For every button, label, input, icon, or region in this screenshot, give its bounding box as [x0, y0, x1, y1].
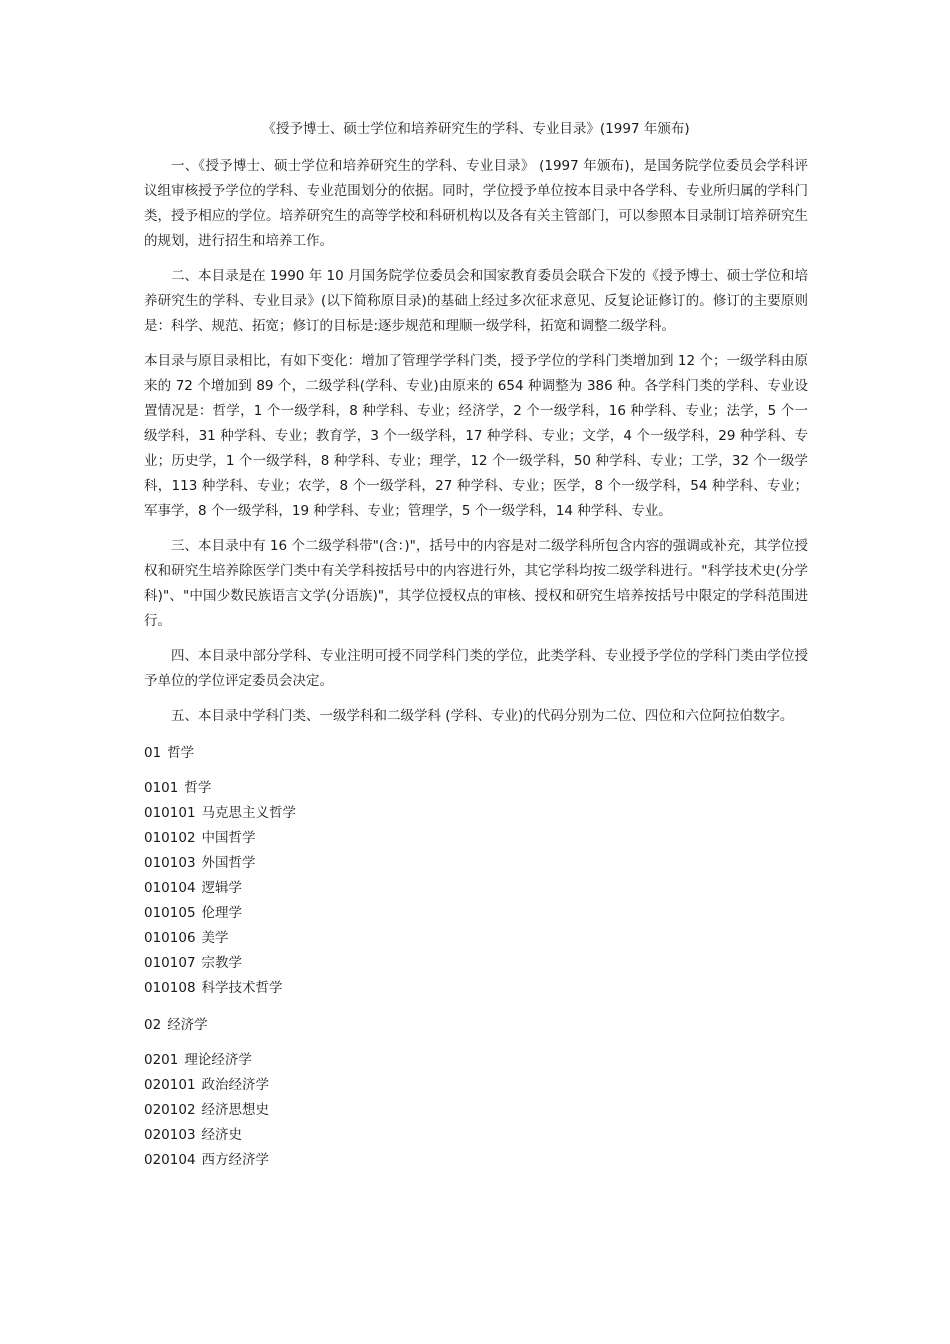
- paragraph-5: 五、本目录中学科门类、一级学科和二级学科 (学科、专业)的代码分别为二位、四位和六位阿拉伯数字。: [171, 708, 794, 724]
- subject-code: 010108: [144, 980, 196, 996]
- paragraph-2: 二、本目录是在 1990 年 10 月国务院学位委员会和国家教育委员会联合下发的《授予博士、硕士学位和培养研究生的学科、专业目录》(以下简称原目录)的基础上经过多次征求意见、反复论证修订的。修订的主要原则是：科学、规范、拓宽；修订的目标是:逐步规范和理顺一级学科，拓宽和调整二级学科。: [144, 268, 808, 334]
- subject-name: 理论经济学: [184, 1052, 252, 1068]
- subject-list: [144, 1048, 808, 1173]
- category-section: [144, 741, 808, 1001]
- paragraph-4: 四、本目录中部分学科、专业注明可授不同学科门类的学位，此类学科、专业授予学位的学科门类由学位授予单位的学位评定委员会决定。: [144, 648, 808, 689]
- subject-code: 010107: [144, 955, 196, 971]
- subject-name: 宗教学: [201, 955, 243, 971]
- document-title: 《授予博士、硕士学位和培养研究生的学科、专业目录》(1997 年颁布): [262, 121, 690, 137]
- subject-code: 0201: [144, 1052, 179, 1068]
- list-item: [144, 801, 808, 826]
- document-page: [144, 118, 808, 1183]
- subject-code: 020104: [144, 1152, 196, 1168]
- list-item: [144, 901, 808, 926]
- subject-list: [144, 776, 808, 1001]
- list-item: [144, 926, 808, 951]
- paragraph-1: 一、《授予博士、硕士学位和培养研究生的学科、专业目录》 (1997 年颁布)，是国务院学位委员会学科评议组审核授予学位的学科、专业范围划分的依据。同时，学位授予单位按本目录中各学科、专业所归属的学科门类，授予相应的学位。培养研究生的高等学校和科研机构以及各有关主管部门，可以参照本目录制订培养研究生的规划，进行招生和培养工作。: [144, 158, 808, 249]
- list-item: [144, 1123, 808, 1148]
- category-heading: [144, 741, 808, 766]
- category-code: 02: [144, 1017, 162, 1033]
- list-item: [144, 1098, 808, 1123]
- subject-name: 经济思想史: [201, 1102, 270, 1118]
- subject-name: 中国哲学: [201, 830, 256, 846]
- subject-name: 西方经济学: [201, 1152, 270, 1168]
- category-heading: [144, 1013, 808, 1038]
- list-item: [144, 776, 808, 801]
- category-section: [144, 1013, 808, 1173]
- subject-code: 0101: [144, 780, 179, 796]
- subject-code: 020102: [144, 1102, 196, 1118]
- list-item: [144, 1073, 808, 1098]
- subject-code: 020103: [144, 1127, 196, 1143]
- subject-name: 伦理学: [201, 905, 243, 921]
- subject-code: 010104: [144, 880, 196, 896]
- subject-name: 哲学: [184, 780, 212, 796]
- subject-name: 马克思主义哲学: [201, 805, 297, 821]
- list-item: [144, 1048, 808, 1073]
- subject-code: 010102: [144, 830, 196, 846]
- subject-name: 美学: [201, 930, 229, 946]
- subject-name: 政治经济学: [201, 1077, 270, 1093]
- category-code: 01: [144, 745, 162, 761]
- category-name: 经济学: [167, 1017, 208, 1033]
- subject-code: 010105: [144, 905, 196, 921]
- category-name: 哲学: [167, 745, 195, 761]
- subject-name: 外国哲学: [201, 855, 256, 871]
- list-item: [144, 1148, 808, 1173]
- paragraph-3: 三、本目录中有 16 个二级学科带"(含：)"，括号中的内容是对二级学科所包含内容的强调或补充，其学位授权和研究生培养除医学门类中有关学科按括号中的内容进行外，其它学科均按二级学科进行。"科学技术史(分学科)"、"中国少数民族语言文学(分语族)"，其学位授权点的审核、授权和研究生培养按括号中限定的学科范围进行。: [144, 538, 808, 629]
- subject-code: 010106: [144, 930, 196, 946]
- subject-name: 科学技术哲学: [201, 980, 283, 996]
- subject-code: 010103: [144, 855, 196, 871]
- list-item: [144, 876, 808, 901]
- list-item: [144, 951, 808, 976]
- list-item: [144, 851, 808, 876]
- paragraph-changes: 本目录与原目录相比，有如下变化：增加了管理学学科门类，授予学位的学科门类增加到 12 个；一级学科由原来的 72 个增加到 89 个，二级学科(学科、专业)由原来的 654 种调整为 386 种。各学科门类的学科、专业设置情况是：哲学，1 个一级学科，8 种学科、专业；经济学，2 个一级学科，16 种学科、专业；法学，5 个一级学科，31 种学科、专业；教育学，3 个一级学科，17 种学科、专业；文学，4 个一级学科，29 种学科、专业；历史学，1 个一级学科，8 种学科、专业；理学，12 个一级学科，50 种学科、专业；工学，32 个一级学科，113 种学科、专业；农学，8 个一级学科，27 种学科、专业；医学，8 个一级学科，54 种学科、专业；军事学，8 个一级学科，19 种学科、专业；管理学，5 个一级学科，14 种学科、专业。: [144, 353, 808, 519]
- subject-code: 010101: [144, 805, 196, 821]
- list-item: [144, 826, 808, 851]
- subject-code: 020101: [144, 1077, 196, 1093]
- subject-name: 逻辑学: [201, 880, 243, 896]
- list-item: [144, 976, 808, 1001]
- subject-name: 经济史: [201, 1127, 243, 1143]
